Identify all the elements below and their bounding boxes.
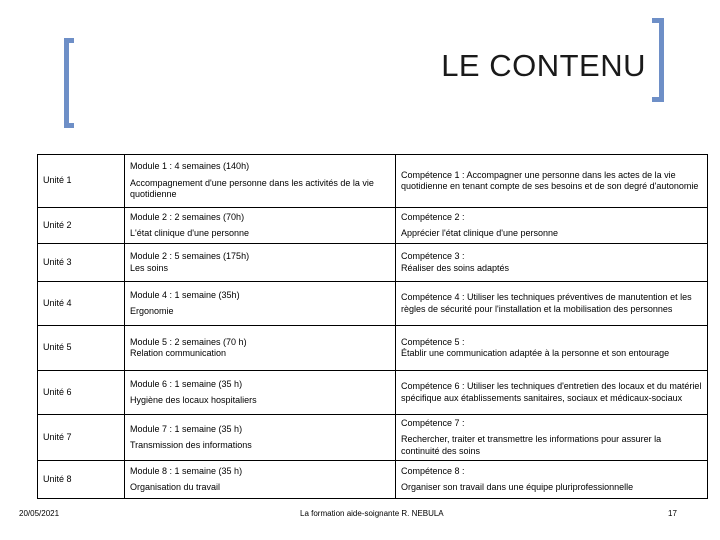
module-detail: Les soins	[130, 262, 169, 273]
table-row	[38, 155, 708, 208]
competence-cell	[396, 244, 708, 282]
table-row	[38, 282, 708, 326]
unit-cell: Unité 6	[38, 371, 125, 415]
competence-detail: Rechercher, traiter et transmettre les informations pour assurer la continuité des soins	[401, 434, 662, 456]
module-cell	[125, 155, 396, 208]
competence-title: Compétence 8 :	[401, 465, 465, 476]
competence-cell	[396, 326, 708, 371]
competence-cell	[396, 282, 708, 326]
module-cell	[125, 326, 396, 371]
unit-cell: Unité 1	[38, 155, 125, 208]
competence-title: Compétence 5 :	[401, 336, 465, 347]
module-detail: L'état clinique d'une personne	[130, 228, 250, 238]
module-title: Module 7 : 1 semaine (35 h)	[130, 423, 243, 434]
unit-cell: Unité 4	[38, 282, 125, 326]
competence-detail: Établir une communication adaptée à la personne et son entourage	[401, 348, 670, 358]
unit-cell: Unité 8	[38, 461, 125, 499]
page-number: 17	[668, 509, 677, 518]
competence-title: Compétence 3 :	[401, 251, 465, 261]
table-row	[38, 326, 708, 371]
module-detail: Hygiène des locaux hospitaliers	[130, 395, 257, 405]
footer-center-text: La formation aide-soignante R. NEBULA	[300, 509, 444, 518]
competence-cell	[396, 415, 708, 461]
right-bracket-decoration	[652, 18, 664, 102]
module-title: Module 8 : 1 semaine (35 h)	[130, 465, 243, 476]
competence-detail: Organiser son travail dans une équipe pluriprofessionnelle	[401, 482, 634, 492]
module-detail: Transmission des informations	[130, 440, 252, 450]
footer-date: 20/05/2021	[19, 509, 60, 518]
module-cell	[125, 461, 396, 499]
module-cell	[125, 282, 396, 326]
module-title: Module 2 : 5 semaines (175h)	[130, 251, 250, 261]
competence-cell	[396, 461, 708, 499]
content-table	[37, 154, 708, 499]
table-row	[38, 461, 708, 499]
content-table-body	[38, 155, 708, 499]
competence-title: Compétence 7 :	[401, 417, 465, 428]
slide-title: LE CONTENU	[441, 48, 646, 83]
competence-detail: Réaliser des soins adaptés	[401, 262, 510, 273]
competence-title: Compétence 4 : Utiliser les techniques préventives de manutention et les règles de sécurité pour l'installation et la mobilisation des personnes	[401, 292, 692, 314]
module-cell	[125, 244, 396, 282]
module-cell	[125, 371, 396, 415]
competence-cell	[396, 208, 708, 244]
competence-title: Compétence 6 : Utiliser les techniques d'entretien des locaux et du matériel spécifique aux établissements sanitaires, sociaux et médicaux-sociaux	[401, 381, 702, 403]
unit-cell: Unité 5	[38, 326, 125, 371]
competence-cell	[396, 371, 708, 415]
module-detail: Organisation du travail	[130, 482, 221, 492]
table-row	[38, 415, 708, 461]
table-row	[38, 371, 708, 415]
module-title: Module 6 : 1 semaine (35 h)	[130, 378, 243, 389]
module-title: Module 2 : 2 semaines (70h)	[130, 211, 245, 222]
module-title: Module 4 : 1 semaine (35h)	[130, 289, 240, 300]
module-detail: Ergonomie	[130, 306, 174, 316]
unit-cell: Unité 2	[38, 208, 125, 244]
competence-cell	[396, 155, 708, 208]
module-cell	[125, 415, 396, 461]
module-cell	[125, 208, 396, 244]
table-row	[38, 208, 708, 244]
module-detail: Accompagnement d'une personne dans les activités de la vie quotidienne	[130, 177, 374, 200]
module-title: Module 1 : 4 semaines (140h)	[130, 161, 250, 172]
left-bracket-decoration	[64, 38, 74, 128]
unit-cell: Unité 3	[38, 244, 125, 282]
table-row	[38, 244, 708, 282]
unit-cell: Unité 7	[38, 415, 125, 461]
competence-title: Compétence 2 :	[401, 211, 465, 222]
module-title: Module 5 : 2 semaines (70 h)	[130, 336, 247, 347]
competence-title: Compétence 1 : Accompagner une personne dans les actes de la vie quotidienne en tenant compte de ses besoins et de son degré d'autonomie	[401, 169, 699, 191]
module-detail: Relation communication	[130, 348, 227, 358]
competence-detail: Apprécier l'état clinique d'une personne	[401, 228, 559, 238]
